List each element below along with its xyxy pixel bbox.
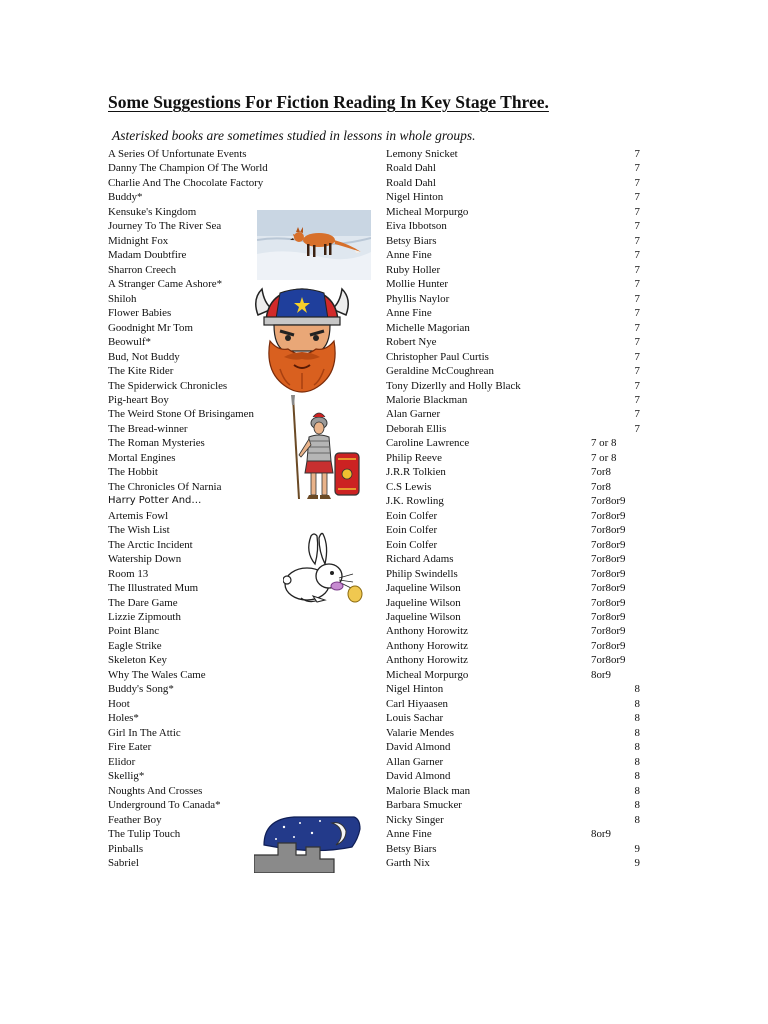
book-author: Philip Reeve <box>386 451 442 464</box>
book-title: Hoot <box>108 697 130 710</box>
book-row <box>0 639 768 653</box>
page-title: Some Suggestions For Fiction Reading In Key Stage Three. <box>108 92 549 112</box>
book-row <box>0 827 768 841</box>
book-row <box>0 813 768 827</box>
book-row <box>0 451 768 465</box>
book-author: J.R.R Tolkien <box>386 466 446 479</box>
book-row <box>0 205 768 219</box>
book-stage: 8 <box>634 799 640 812</box>
book-author: Mollie Hunter <box>386 278 449 291</box>
book-row <box>0 480 768 494</box>
book-stage: 7 <box>634 191 640 204</box>
book-stage: 8 <box>634 712 640 725</box>
book-stage: 7 <box>634 249 640 262</box>
book-author: Ruby Holler <box>386 263 441 276</box>
book-author: Jaqueline Wilson <box>386 582 461 595</box>
book-title: Holes* <box>108 712 139 725</box>
book-stage: 8 <box>634 813 640 826</box>
book-title: The Wish List <box>108 524 170 537</box>
book-row <box>0 234 768 248</box>
book-row <box>0 422 768 436</box>
book-stage: 8or9 <box>591 828 611 841</box>
book-title: Skeleton Key <box>108 654 167 667</box>
book-row <box>0 581 768 595</box>
book-stage: 7 <box>634 148 640 160</box>
book-title: Madam Doubtfire <box>108 249 187 262</box>
book-stage: 7or8 <box>591 480 611 493</box>
book-title: Midnight Fox <box>108 234 169 247</box>
book-author: Robert Nye <box>386 336 437 349</box>
night-scene-picture <box>254 815 362 873</box>
book-stage: 7 <box>634 263 640 276</box>
book-author: Christopher Paul Curtis <box>386 350 489 363</box>
book-stage: 7 <box>634 307 640 320</box>
book-author: Roald Dahl <box>386 176 436 189</box>
book-row <box>0 161 768 175</box>
book-row <box>0 509 768 523</box>
book-row <box>0 697 768 711</box>
book-title: The Dare Game <box>108 596 178 609</box>
book-row <box>0 176 768 190</box>
book-row <box>0 190 768 204</box>
book-stage: 9 <box>634 842 640 855</box>
book-title: Pig-heart Boy <box>108 393 169 406</box>
book-row <box>0 596 768 610</box>
book-title: Artemis Fowl <box>108 509 169 522</box>
book-author: Eoin Colfer <box>386 524 438 537</box>
book-author: Micheal Morpurgo <box>386 668 469 681</box>
book-row <box>0 682 768 696</box>
book-author: J.K. Rowling <box>386 495 444 508</box>
book-title: Danny The Champion Of The World <box>108 162 268 175</box>
book-title: Watership Down <box>108 553 182 566</box>
book-row <box>0 552 768 566</box>
book-author: Anthony Horowitz <box>386 654 468 667</box>
book-title: A Series Of Unfortunate Events <box>108 148 247 160</box>
book-stage: 7 <box>634 292 640 305</box>
book-row <box>0 842 768 856</box>
book-author: Lemony Snicket <box>386 148 458 160</box>
book-author: Valarie Mendes <box>386 726 455 739</box>
book-stage: 7 <box>634 422 640 435</box>
book-author: Garth Nix <box>386 856 430 869</box>
book-author: Jaqueline Wilson <box>386 611 461 623</box>
book-title: Noughts And Crosses <box>108 784 203 797</box>
book-author: David Almond <box>386 741 451 754</box>
book-title: Feather Boy <box>108 813 162 826</box>
book-author: Tony Dizerlly and Holly Black <box>386 379 521 392</box>
book-author: Phyllis Naylor <box>386 292 450 305</box>
book-title: Buddy's Song* <box>108 683 174 696</box>
book-author: Malorie Blackman <box>386 393 468 406</box>
book-row <box>0 567 768 581</box>
book-title: The Tulip Touch <box>108 828 181 841</box>
book-title: The Bread-winner <box>108 422 188 435</box>
book-row <box>0 653 768 667</box>
book-title: Goodnight Mr Tom <box>108 321 193 334</box>
book-title: Fire Eater <box>108 741 152 754</box>
book-author: Anthony Horowitz <box>386 625 468 638</box>
book-author: Betsy Biars <box>386 842 437 855</box>
book-author: Eoin Colfer <box>386 509 438 522</box>
book-stage: 7or8or9 <box>591 538 626 551</box>
book-author: Deborah Ellis <box>386 422 447 435</box>
book-author: Carl Hiyaasen <box>386 697 448 710</box>
book-stage: 7or8or9 <box>591 639 626 652</box>
book-author: Michelle Magorian <box>386 321 470 334</box>
book-stage: 7 <box>634 278 640 291</box>
book-row <box>0 740 768 754</box>
book-stage: 8 <box>634 755 640 768</box>
book-row <box>0 538 768 552</box>
book-author: Barbara Smucker <box>386 799 462 812</box>
book-stage: 8or9 <box>591 668 611 681</box>
book-title: Journey To The River Sea <box>108 220 222 233</box>
book-stage: 8 <box>634 726 640 739</box>
book-title: Buddy* <box>108 191 143 204</box>
book-row <box>0 798 768 812</box>
book-row <box>0 769 768 783</box>
book-title: Bud, Not Buddy <box>108 350 180 363</box>
book-row <box>0 494 768 508</box>
book-title: The Chronicles Of Narnia <box>108 480 222 493</box>
book-author: Betsy Biars <box>386 234 437 247</box>
book-title: Why The Wales Came <box>108 668 206 681</box>
book-author: Nigel Hinton <box>386 191 444 204</box>
book-title: Elidor <box>108 755 136 768</box>
book-title: Harry Potter And… <box>108 495 202 507</box>
book-row <box>0 335 768 349</box>
book-stage: 7or8or9 <box>591 553 626 566</box>
book-stage: 7or8or9 <box>591 495 626 508</box>
book-title: Sabriel <box>108 856 139 869</box>
rabbit-picture <box>283 530 365 608</box>
book-row <box>0 219 768 233</box>
page-subtitle: Asterisked books are sometimes studied in lessons in whole groups. <box>112 128 476 143</box>
book-author: Anne Fine <box>386 828 432 841</box>
book-title: The Weird Stone Of Brisingamen <box>108 408 254 421</box>
book-stage: 7 <box>634 205 640 218</box>
book-row <box>0 147 768 161</box>
book-title: Pinballs <box>108 842 144 855</box>
book-title: The Illustrated Mum <box>108 582 199 595</box>
book-row <box>0 610 768 624</box>
book-row <box>0 436 768 450</box>
book-stage: 7 <box>634 220 640 233</box>
book-list <box>0 147 768 870</box>
book-author: Roald Dahl <box>386 162 436 175</box>
book-row <box>0 379 768 393</box>
book-title: Room 13 <box>108 567 149 580</box>
book-stage: 7or8or9 <box>591 611 626 623</box>
book-row <box>0 277 768 291</box>
book-stage: 8 <box>634 741 640 754</box>
book-title: Lizzie Zipmouth <box>108 611 181 623</box>
book-row <box>0 393 768 407</box>
book-title: The Hobbit <box>108 466 158 479</box>
book-title: Shiloh <box>108 292 137 305</box>
book-author: Malorie Black man <box>386 784 471 797</box>
book-title: Charlie And The Chocolate Factory <box>108 176 264 189</box>
book-author: Anne Fine <box>386 307 432 320</box>
book-author: C.S Lewis <box>386 480 432 493</box>
book-row <box>0 668 768 682</box>
book-row <box>0 624 768 638</box>
book-row <box>0 784 768 798</box>
book-title: Skellig* <box>108 770 145 783</box>
book-stage: 7 <box>634 176 640 189</box>
book-row <box>0 321 768 335</box>
book-author: David Almond <box>386 770 451 783</box>
book-stage: 8 <box>634 770 640 783</box>
book-stage: 7or8or9 <box>591 654 626 667</box>
book-author: Micheal Morpurgo <box>386 205 469 218</box>
book-row <box>0 306 768 320</box>
book-stage: 7 <box>634 393 640 406</box>
book-author: Anthony Horowitz <box>386 639 468 652</box>
book-stage: 9 <box>634 856 640 869</box>
book-stage: 7 <box>634 234 640 247</box>
book-title: Girl In The Attic <box>108 726 181 739</box>
book-title: Eagle Strike <box>108 639 162 652</box>
book-stage: 7or8 <box>591 466 611 479</box>
book-stage: 8 <box>634 697 640 710</box>
book-stage: 7 <box>634 379 640 392</box>
book-author: Philip Swindells <box>386 567 458 580</box>
book-stage: 7 <box>634 321 640 334</box>
book-stage: 7 <box>634 336 640 349</box>
book-title: The Roman Mysteries <box>108 437 205 450</box>
book-stage: 7 <box>634 350 640 363</box>
book-author: Nigel Hinton <box>386 683 444 696</box>
book-title: Kensuke's Kingdom <box>108 205 197 218</box>
book-row <box>0 856 768 870</box>
book-author: Jaqueline Wilson <box>386 596 461 609</box>
book-row <box>0 711 768 725</box>
book-stage: 7 or 8 <box>591 451 617 464</box>
book-title: The Arctic Incident <box>108 538 193 551</box>
book-author: Eoin Colfer <box>386 538 438 551</box>
book-title: The Kite Rider <box>108 365 174 378</box>
book-row <box>0 292 768 306</box>
book-stage: 7or8or9 <box>591 596 626 609</box>
book-stage: 7or8or9 <box>591 567 626 580</box>
book-title: Point Blanc <box>108 625 160 638</box>
book-stage: 7or8or9 <box>591 582 626 595</box>
viking-picture <box>250 285 354 395</box>
book-stage: 7 <box>634 162 640 175</box>
book-author: Eiva Ibbotson <box>386 220 447 233</box>
book-stage: 8 <box>634 784 640 797</box>
book-stage: 7or8or9 <box>591 524 626 537</box>
fox-picture <box>257 210 371 280</box>
book-row <box>0 407 768 421</box>
book-stage: 7 or 8 <box>591 437 617 450</box>
book-stage: 7or8or9 <box>591 625 626 638</box>
book-title: A Stranger Came Ashore* <box>108 278 223 291</box>
book-author: Alan Garner <box>386 408 441 421</box>
book-author: Caroline Lawrence <box>386 437 470 450</box>
book-author: Allan Garner <box>386 755 444 768</box>
book-author: Nicky Singer <box>386 813 444 826</box>
book-row <box>0 364 768 378</box>
book-stage: 7 <box>634 365 640 378</box>
book-row <box>0 523 768 537</box>
book-title: Mortal Engines <box>108 451 176 464</box>
book-title: Underground To Canada* <box>108 799 221 812</box>
book-author: Geraldine McCoughrean <box>386 365 494 378</box>
book-row <box>0 263 768 277</box>
book-row <box>0 755 768 769</box>
book-title: Beowulf* <box>108 336 151 349</box>
book-stage: 7or8or9 <box>591 509 626 522</box>
book-author: Louis Sachar <box>386 712 444 725</box>
roman-soldier-picture <box>285 395 365 507</box>
book-row <box>0 465 768 479</box>
book-stage: 8 <box>634 683 640 696</box>
book-stage: 7 <box>634 408 640 421</box>
book-row <box>0 726 768 740</box>
book-row <box>0 350 768 364</box>
book-title: Flower Babies <box>108 307 172 320</box>
book-author: Anne Fine <box>386 249 432 262</box>
book-row <box>0 248 768 262</box>
book-author: Richard Adams <box>386 553 454 566</box>
book-title: Sharron Creech <box>108 263 177 276</box>
book-title: The Spiderwick Chronicles <box>108 379 228 392</box>
